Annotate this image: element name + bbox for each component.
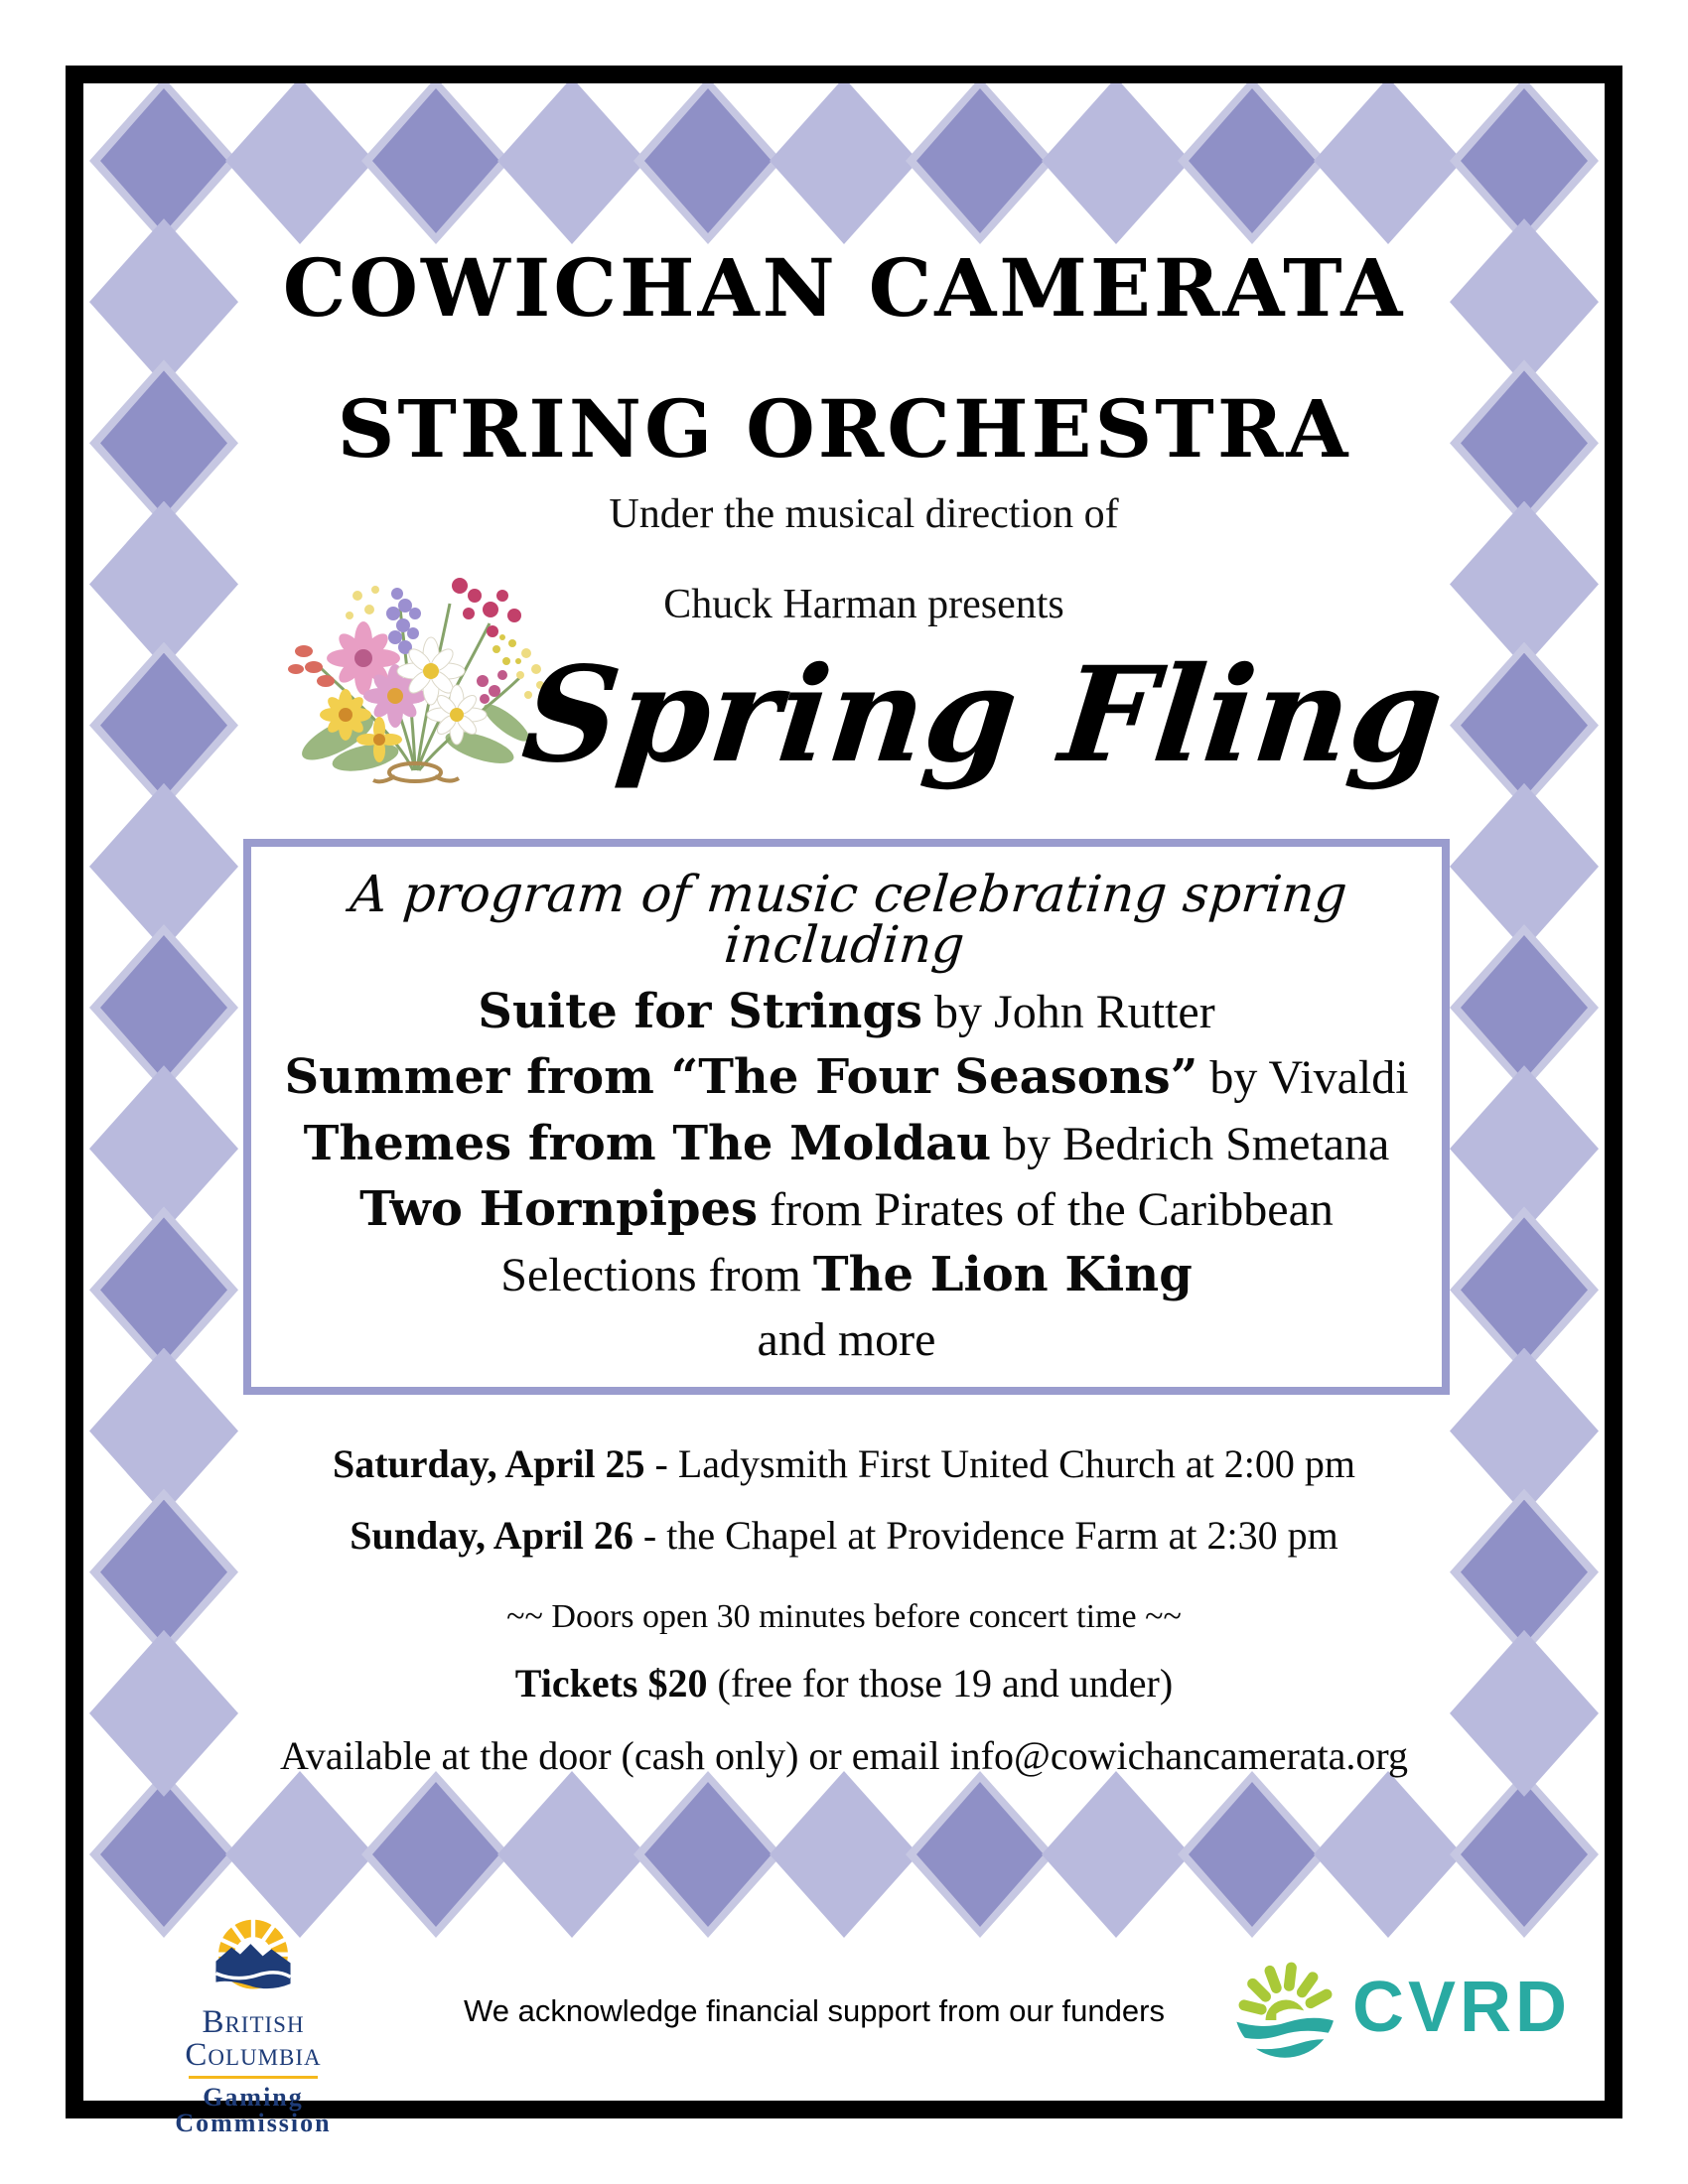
event-title: Spring Fling (515, 638, 1451, 792)
availability-line: Available at the door (cash only) or email info@cowichancamerata.org (279, 1733, 1408, 1778)
tickets-rest: (free for those 19 and under) (707, 1661, 1174, 1706)
bc-logo-line1: British (202, 2004, 305, 2040)
program-item-bold: Themes from The Moldau (303, 1115, 992, 1171)
program-item-pre: Selections from (500, 1248, 813, 1301)
program-item-bold: Suite for Strings (478, 984, 923, 1040)
program-item (261, 1049, 1432, 1106)
program-box (243, 839, 1450, 1395)
lavender-spike (386, 588, 421, 654)
cvrd-wordmark: CVRD (1352, 1968, 1572, 2047)
program-intro: A program of music celebrating spring including (348, 866, 1349, 976)
doors-note: ~~ Doors open 30 minutes before concert time ~~ (506, 1598, 1182, 1635)
program-item (261, 984, 1432, 1040)
event-date-2-bold: Sunday, April 26 (350, 1513, 633, 1558)
bc-logo-line3: Gaming Commission (175, 2083, 332, 2137)
program-item (261, 1180, 1432, 1237)
cvrd-logo (1231, 1954, 1571, 2061)
program-item-rest: by John Rutter (922, 986, 1215, 1039)
bc-sunburst-mountains-icon (169, 1911, 338, 2006)
event-date-2 (199, 1513, 1489, 1558)
program-item-bold: Two Hornpipes (359, 1180, 759, 1237)
program-item-rest: by Bedrich Smetana (991, 1117, 1390, 1170)
org-title-line1: COWICHAN CAMERATA (282, 241, 1406, 335)
tickets-bold: Tickets $20 (514, 1661, 708, 1706)
presents-line: Chuck Harman presents (663, 582, 1064, 627)
event-date-1 (199, 1441, 1489, 1486)
tickets-line (199, 1661, 1489, 1706)
org-title-line2: STRING ORCHESTRA (337, 382, 1351, 476)
coral-bells (288, 645, 335, 687)
program-item-bold: The Lion King (812, 1246, 1193, 1302)
bc-logo-gold-rule (189, 2076, 318, 2079)
event-date-2-rest: - the Chapel at Providence Farm at 2:30 pm (633, 1513, 1338, 1558)
program-item-and-more: and more (757, 1312, 936, 1366)
bc-logo-line2: Columbia (185, 2037, 322, 2073)
funders-acknowledgement: We acknowledge financial support from our funders (464, 1993, 1165, 2028)
program-item (261, 1246, 1432, 1302)
event-date-1-rest: - Ladysmith First United Church at 2:00 pm (644, 1441, 1355, 1486)
program-item-rest: from Pirates of the Caribbean (758, 1182, 1334, 1236)
program-item-rest: by Vivaldi (1197, 1051, 1409, 1105)
program-item (261, 1115, 1432, 1171)
program-item-bold: Summer from “The Four Seasons” (284, 1049, 1198, 1106)
event-date-1-bold: Saturday, April 25 (332, 1441, 645, 1486)
cvrd-sun-waves-icon (1231, 1954, 1338, 2061)
bc-gaming-commission-logo (139, 1911, 367, 2136)
direction-line: Under the musical direction of (609, 491, 1119, 537)
